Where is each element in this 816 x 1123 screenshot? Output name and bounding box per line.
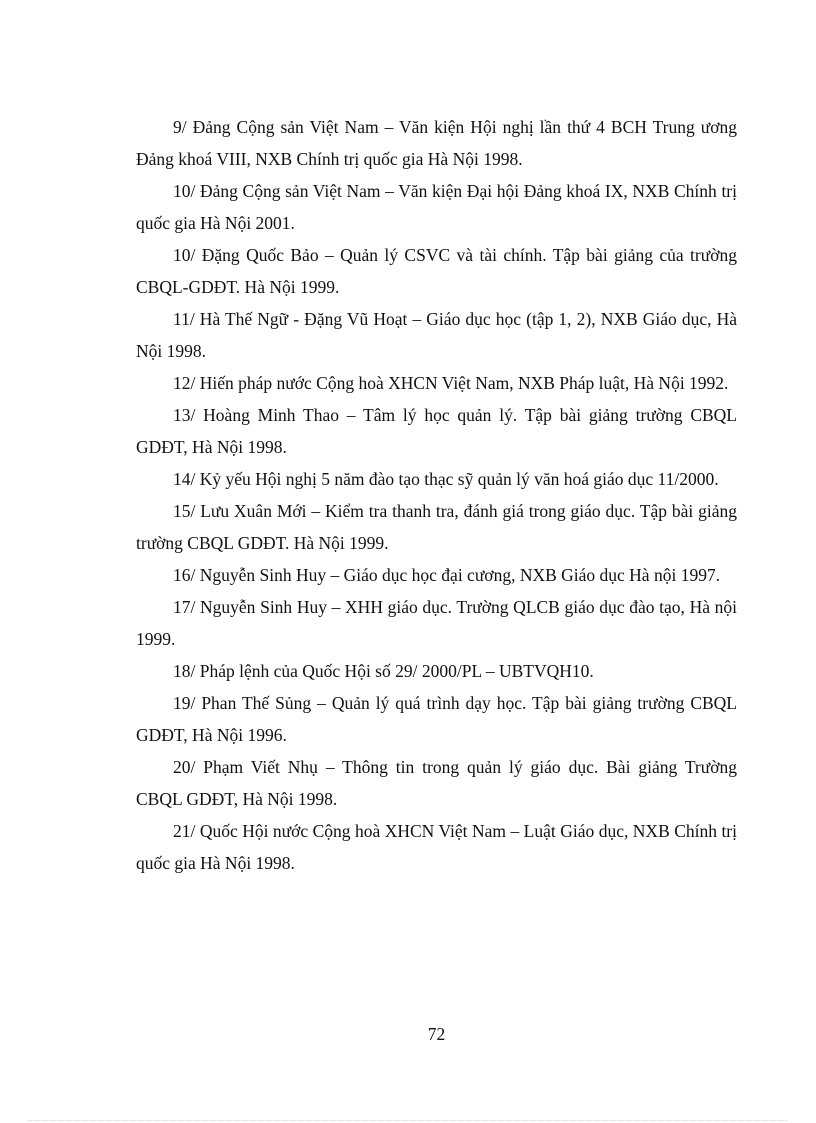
reference-item: 13/ Hoàng Minh Thao – Tâm lý học quản lý. Tập bài giảng trường CBQL GDĐT, Hà Nội 1998. <box>136 405 737 457</box>
reference-item: 10/ Đảng Cộng sản Việt Nam – Văn kiện Đại hội Đảng khoá IX, NXB Chính trị quốc gia Hà Nội 2001. <box>136 181 737 233</box>
reference-item: 17/ Nguyễn Sinh Huy – XHH giáo dục. Trường QLCB giáo dục đào tạo, Hà nội 1999. <box>136 597 737 649</box>
reference-item: 10/ Đặng Quốc Bảo – Quản lý CSVC và tài chính. Tập bài giảng của trường CBQL-GDĐT. Hà Nội 1999. <box>136 245 737 297</box>
reference-item: 14/ Kỷ yếu Hội nghị 5 năm đào tạo thạc sỹ quản lý văn hoá giáo dục 11/2000. <box>173 469 719 489</box>
reference-item: 20/ Phạm Viết Nhụ – Thông tin trong quản lý giáo dục. Bài giảng Trường CBQL GDĐT, Hà Nội 1998. <box>136 757 737 809</box>
reference-item: 12/ Hiến pháp nước Cộng hoà XHCN Việt Nam, NXB Pháp luật, Hà Nội 1992. <box>173 373 729 393</box>
reference-item: 18/ Pháp lệnh của Quốc Hội số 29/ 2000/PL – UBTVQH10. <box>173 661 594 681</box>
reference-item: 15/ Lưu Xuân Mới – Kiểm tra thanh tra, đánh giá trong giáo dục. Tập bài giảng trường CBQL GDĐT. Hà Nội 1999. <box>136 501 737 553</box>
page-bottom-divider <box>28 1120 788 1121</box>
reference-list <box>136 111 737 879</box>
reference-item: 21/ Quốc Hội nước Cộng hoà XHCN Việt Nam – Luật Giáo dục, NXB Chính trị quốc gia Hà Nội 1998. <box>136 821 737 873</box>
reference-item: 11/ Hà Thế Ngữ - Đặng Vũ Hoạt – Giáo dục học (tập 1, 2), NXB Giáo dục, Hà Nội 1998. <box>136 309 737 361</box>
reference-item: 19/ Phan Thế Sủng – Quản lý quá trình dạy học. Tập bài giảng trường CBQL GDĐT, Hà Nội 1996. <box>136 693 737 745</box>
page-number: 72 <box>427 1024 446 1044</box>
reference-item: 9/ Đảng Cộng sản Việt Nam – Văn kiện Hội nghị lần thứ 4 BCH Trung ương Đảng khoá VIII, NXB Chính trị quốc gia Hà Nội 1998. <box>136 117 737 169</box>
reference-item: 16/ Nguyễn Sinh Huy – Giáo dục học đại cương, NXB Giáo dục Hà nội 1997. <box>173 565 721 585</box>
